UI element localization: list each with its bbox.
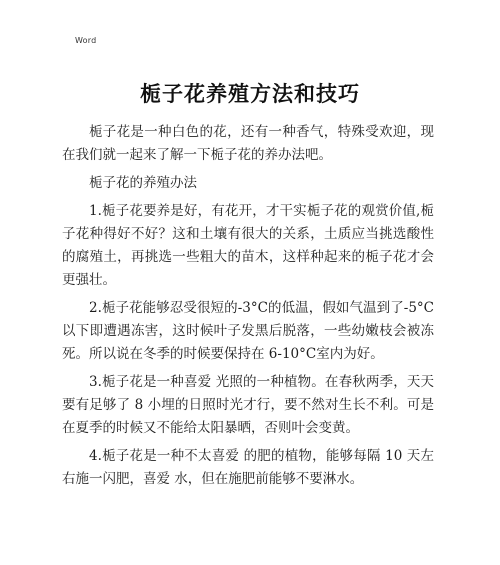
- paragraph-step-4: 4.栀子花是一种不太喜爱 的肥的植物，能够每隔 10 天左右施一闪肥，喜爱 水，但在施肥前能够不要淋水。: [62, 448, 434, 487]
- paragraph-step-3: 3.栀子花是一种喜爱 光照的一种植物。在春秋两季，天天要有足够了 8 小埋的日照时光才行，要不然对生长不利。可是在夏季的时候又不能给太阳暴晒，否则叶会变黄。: [62, 374, 434, 436]
- header-app-label: Word: [75, 36, 97, 45]
- paragraph-intro: 栀子花是一种白色的花，还有一种香气，特殊受欢迎，现在我们就一起来了解一下栀子花的养办法吧。: [62, 124, 434, 163]
- paragraph-step-1: 1.栀子花要养是好，有花开，才干实栀子花的观赏价值,栀子花种得好不好？这和土壤有很大的关系，土质应当挑选酸性的腐殖土，再挑选一些粗大的苗木，这样种起来的栀子花才会更强壮。: [62, 203, 434, 288]
- paragraph-section-heading: 栀子花的养殖办法: [89, 175, 197, 191]
- document-title: 栀子花养殖方法和技巧: [140, 81, 360, 106]
- paragraph-step-2: 2.栀子花能够忍受很短的-3°C的低温，假如气温到了-5°C以下即遭遇冻害，这时候叶子发黑后脱落，一些幼嫩枝会被冻死。所以说在冬季的时候要保持在 6-10°C室内为好。: [62, 300, 434, 362]
- document-body: [62, 121, 434, 496]
